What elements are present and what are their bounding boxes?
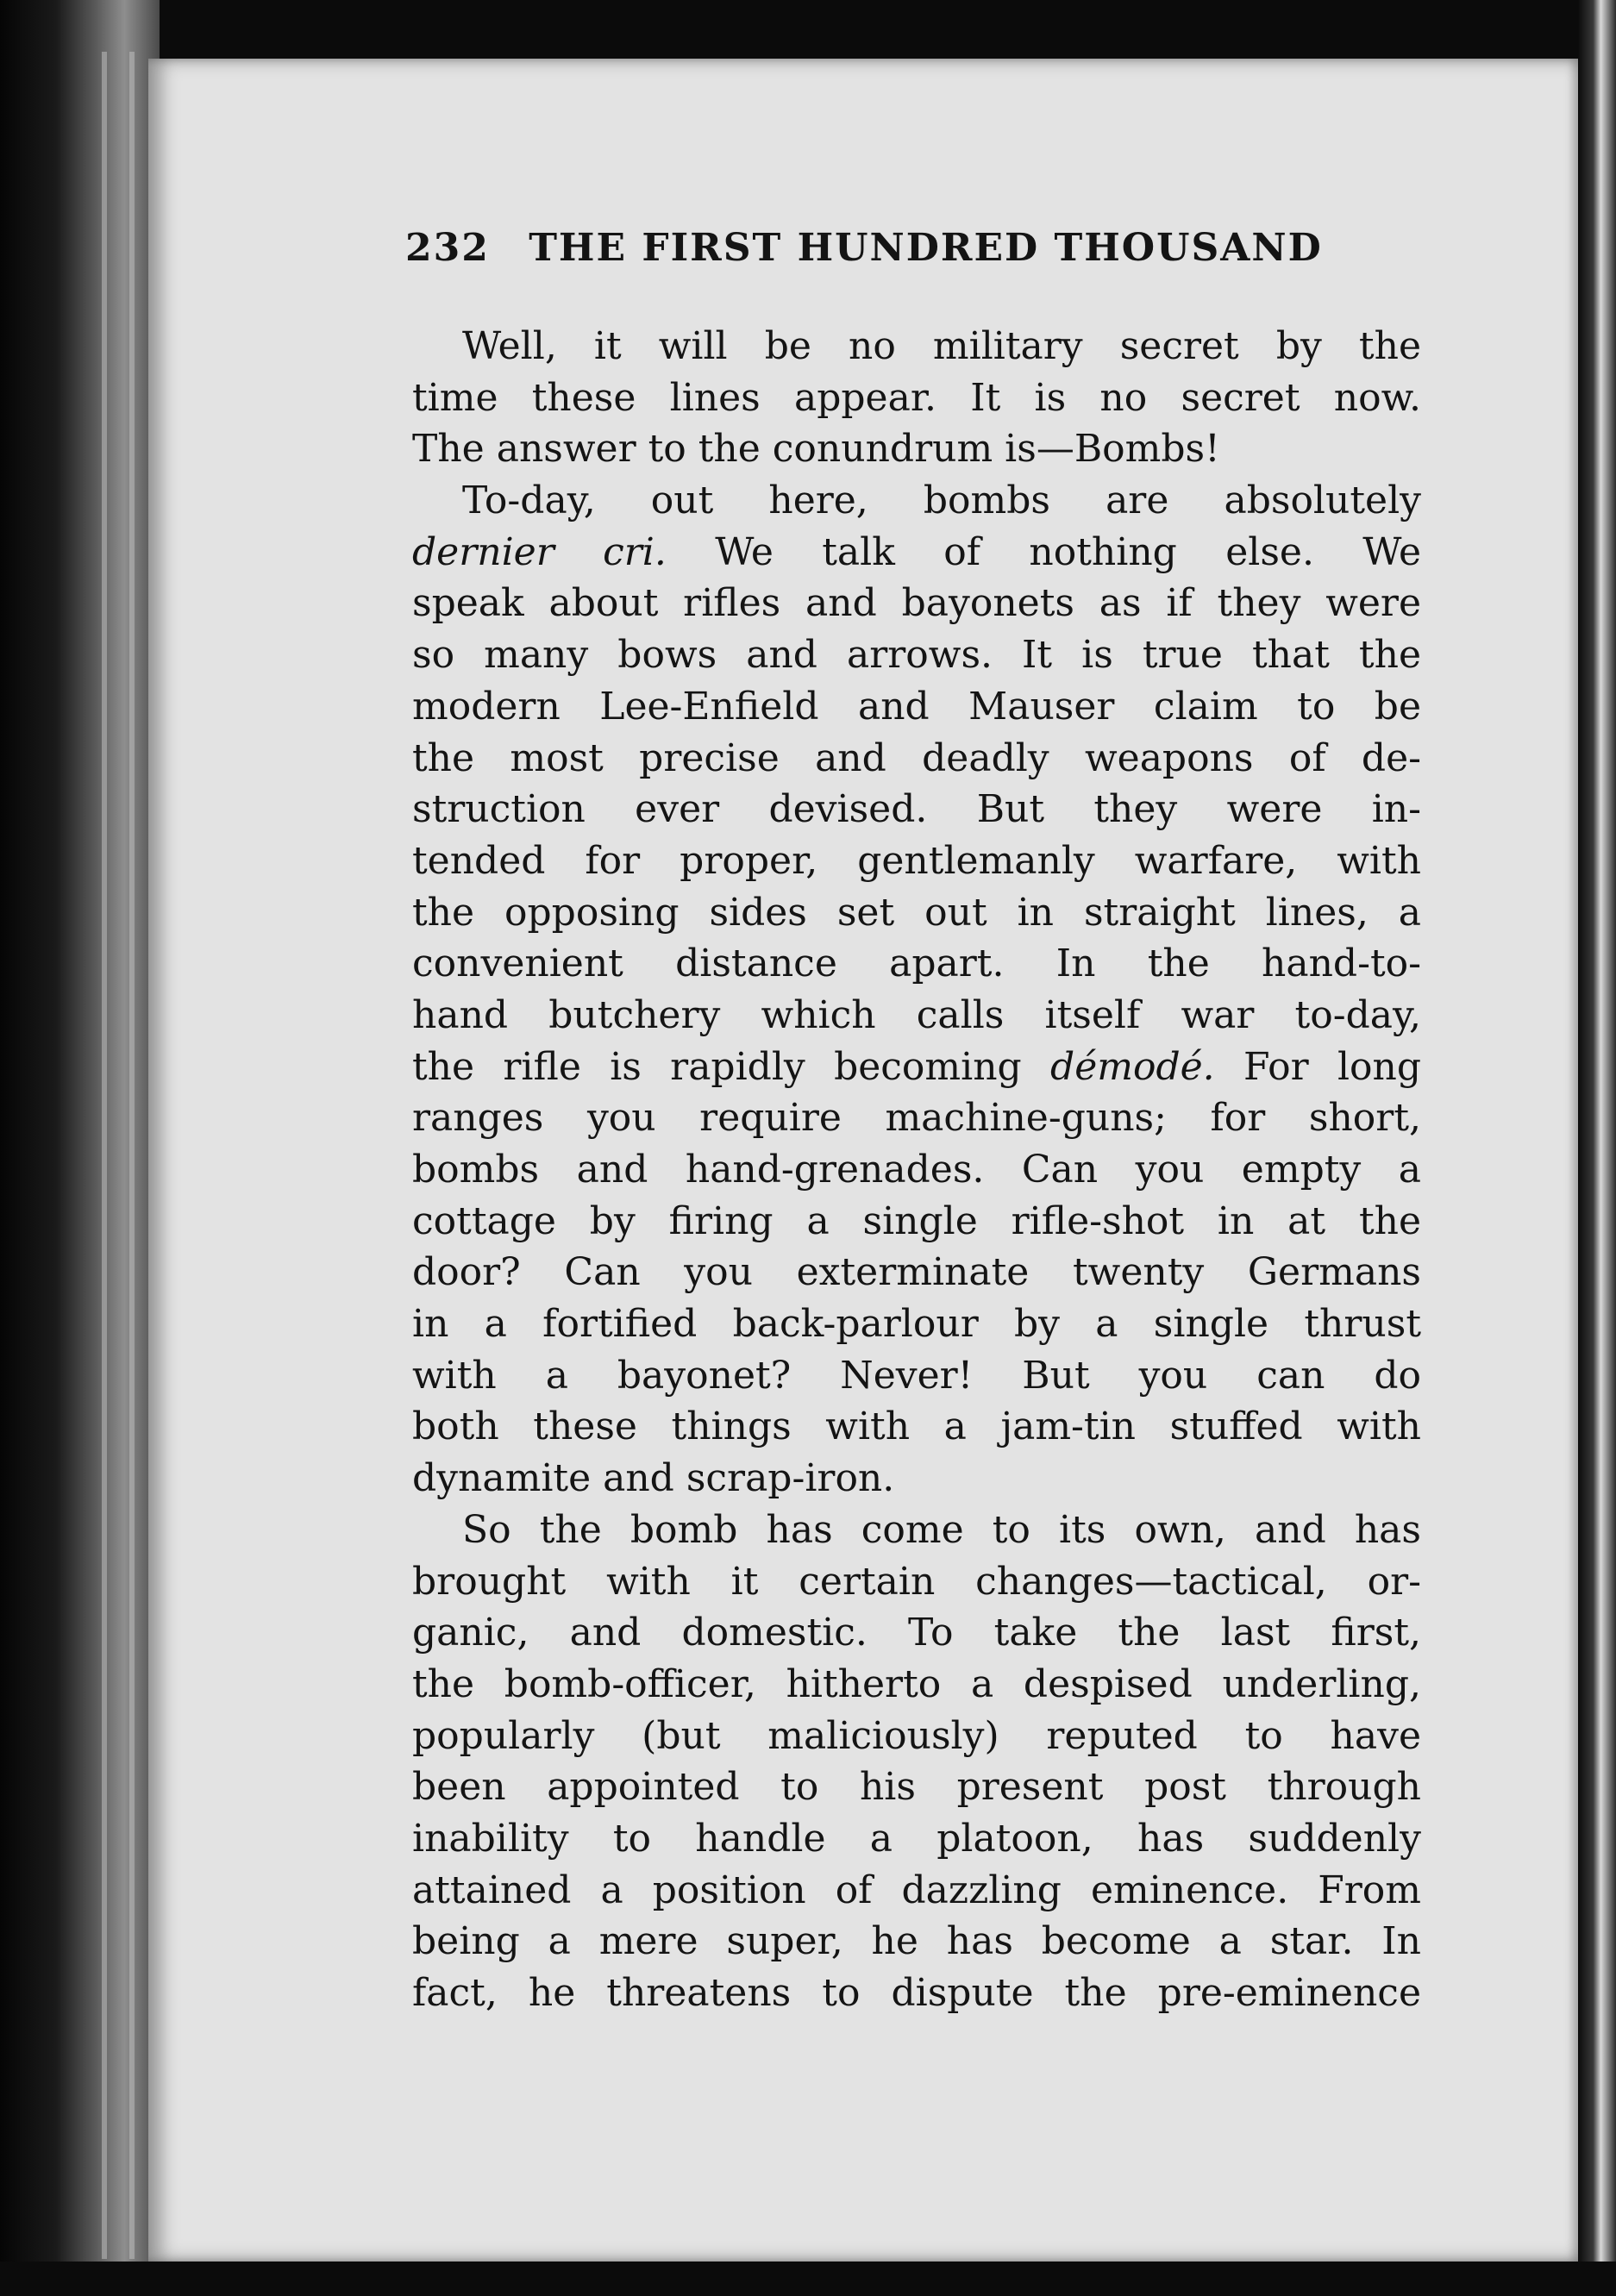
text-line: tended for proper, gentlemanly warfare, with [412, 838, 1421, 883]
text-line [412, 1042, 1421, 1093]
text-line: brought with it certain changes—tactical, or- [412, 1559, 1421, 1604]
facing-page-edge [1578, 0, 1616, 2296]
page-number: 232 [405, 226, 490, 270]
text-line: ganic, and domestic. To take the last first, [412, 1611, 1421, 1655]
text-line: The answer to the conundrum is—Bombs! [412, 427, 1220, 472]
text-line: with a bayonet? Never! But you can do [412, 1353, 1421, 1398]
text-line: both these things with a jam-tin stuffed with [412, 1405, 1421, 1449]
text-line: inability to handle a platoon, has suddenly [412, 1816, 1421, 1861]
text-segment: We talk of nothing else. We [666, 529, 1421, 574]
text-line: To-day, out here, bombs are absolutely [462, 479, 1421, 523]
book-spine [0, 0, 160, 2296]
scan-bottom-border [0, 2262, 1616, 2296]
italic-phrase: dernier cri. [412, 529, 667, 574]
text-line: time these lines appear. It is no secret now. [412, 375, 1421, 420]
text-line: so many bows and arrows. It is true that the [412, 633, 1421, 678]
text-line: struction ever devised. But they were in- [412, 787, 1421, 832]
text-line: the most precise and deadly weapons of de- [412, 735, 1421, 780]
text-line: been appointed to his present post through [412, 1765, 1421, 1810]
text-line: hand butchery which calls itself war to-day, [412, 992, 1421, 1037]
text-line: speak about rifles and bayonets as if they were [412, 581, 1421, 626]
text-line: attained a position of dazzling eminence. From [412, 1867, 1421, 1912]
scan-top-border [0, 0, 1616, 60]
text-line: So the bomb has come to its own, and has [462, 1507, 1421, 1552]
text-segment: the rifle is rapidly becoming [412, 1044, 1051, 1089]
body-text [412, 321, 1421, 2019]
italic-phrase: démodé. [1050, 1044, 1215, 1089]
spine-edge-line [102, 52, 107, 2259]
text-segment: For long [1214, 1044, 1422, 1089]
running-title: THE FIRST HUNDRED THOUSAND [529, 226, 1323, 270]
spine-edge-line [129, 52, 135, 2259]
text-line: modern Lee-Enfield and Mauser claim to be [412, 684, 1421, 729]
text-line: in a fortified back-parlour by a single thrust [412, 1302, 1421, 1347]
text-line: Well, it will be no military secret by the [462, 324, 1421, 368]
text-line: being a mere super, he has become a star. In [412, 1919, 1421, 1964]
text-line: popularly (but maliciously) reputed to have [412, 1713, 1421, 1758]
text-line: convenient distance apart. In the hand-to- [412, 942, 1421, 986]
text-line: fact, he threatens to dispute the pre-eminence [412, 1971, 1421, 2015]
text-line: the opposing sides set out in straight lines, a [412, 890, 1421, 935]
text-line: door? Can you exterminate twenty Germans [412, 1250, 1421, 1295]
text-line: ranges you require machine-guns; for short, [412, 1096, 1421, 1141]
running-header [405, 226, 1419, 270]
text-line [412, 527, 1421, 579]
text-line: dynamite and scrap-iron. [412, 1456, 895, 1501]
text-line: the bomb-officer, hitherto a despised underling, [412, 1661, 1421, 1706]
text-line: cottage by firing a single rifle-shot in at the [412, 1198, 1421, 1243]
text-line: bombs and hand-grenades. Can you empty a [412, 1148, 1421, 1192]
